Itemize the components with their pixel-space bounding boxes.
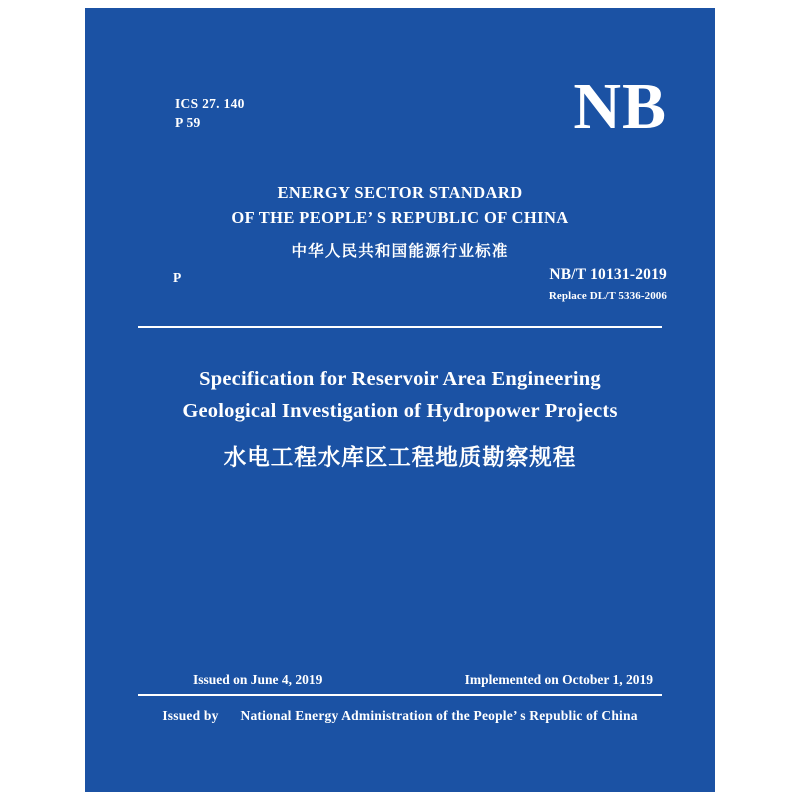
document-title-en-line2: Geological Investigation of Hydropower Projects [182,400,618,422]
document-title-cn: 水电工程水库区工程地质勘察规程 [223,445,577,471]
nb-logo: NB [573,70,667,143]
standard-left-mark: P [173,270,182,285]
standard-cover-page [85,8,715,792]
issued-by-label: Issued by [162,708,219,723]
standard-title-cn: 中华人民共和国能源行业标准 [291,242,509,260]
document-title-en-line1: Specification for Reservoir Area Engineering [199,368,601,390]
issuer-row [85,708,715,724]
implementation-date: Implemented on October 1, 2019 [464,672,653,687]
standard-number: NB/T 10131-2019 [549,266,667,283]
ics-block [175,94,245,132]
issue-date: Issued on June 4, 2019 [193,672,323,687]
document-title-block [85,363,715,472]
standard-title-en-line1: ENERGY SECTOR STANDARD [277,183,523,202]
classification-code: P 59 [175,115,201,130]
standard-code-block [549,266,667,302]
ics-number: ICS 27. 140 [175,96,245,111]
standard-code-row [85,266,715,312]
standard-replace-note: Replace DL/T 5336-2006 [548,290,667,302]
cover-header [85,70,715,166]
standard-title-block [85,180,715,261]
divider-bottom [138,694,662,696]
dates-row [85,672,715,692]
standard-title-en-line2: OF THE PEOPLE’ S REPUBLIC OF CHINA [231,208,569,227]
issuer-name: National Energy Administration of the People’ s Republic of China [240,708,638,723]
divider-top [138,326,662,328]
